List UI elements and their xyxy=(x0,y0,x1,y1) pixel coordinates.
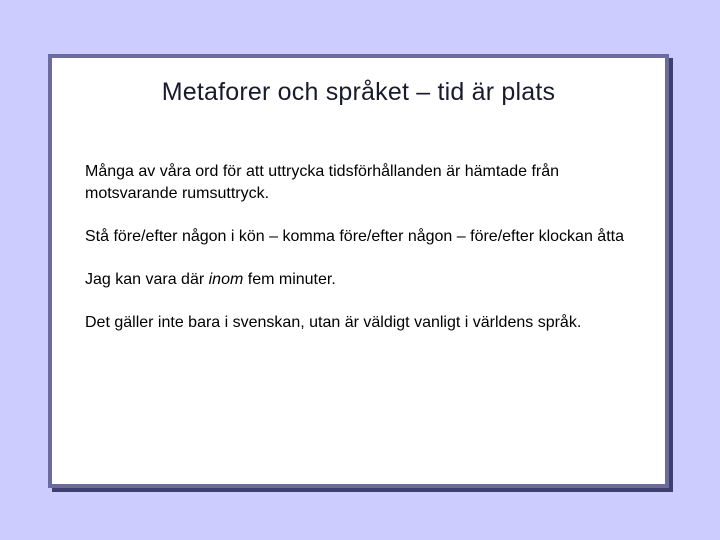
paragraph-3 xyxy=(85,269,640,291)
paragraph-2: Stå före/efter någon i kön – komma före/efter någon – före/efter klockan åtta xyxy=(85,228,624,245)
paragraph-1: Många av våra ord för att uttrycka tidsförhållanden är hämtade från motsvarande rumsuttryck. xyxy=(85,163,560,202)
paragraph-4: Det gäller inte bara i svenskan, utan är väldigt vanligt i världens språk. xyxy=(85,314,582,331)
slide-panel xyxy=(48,54,669,488)
slide-title: Metaforer och språket – tid är plats xyxy=(161,78,556,106)
paragraph-3-end: fem minuter. xyxy=(243,271,336,288)
paragraph-3-start: Jag kan vara där xyxy=(85,271,209,288)
slide-body xyxy=(85,161,640,334)
paragraph-3-emphasis: inom xyxy=(208,271,244,288)
